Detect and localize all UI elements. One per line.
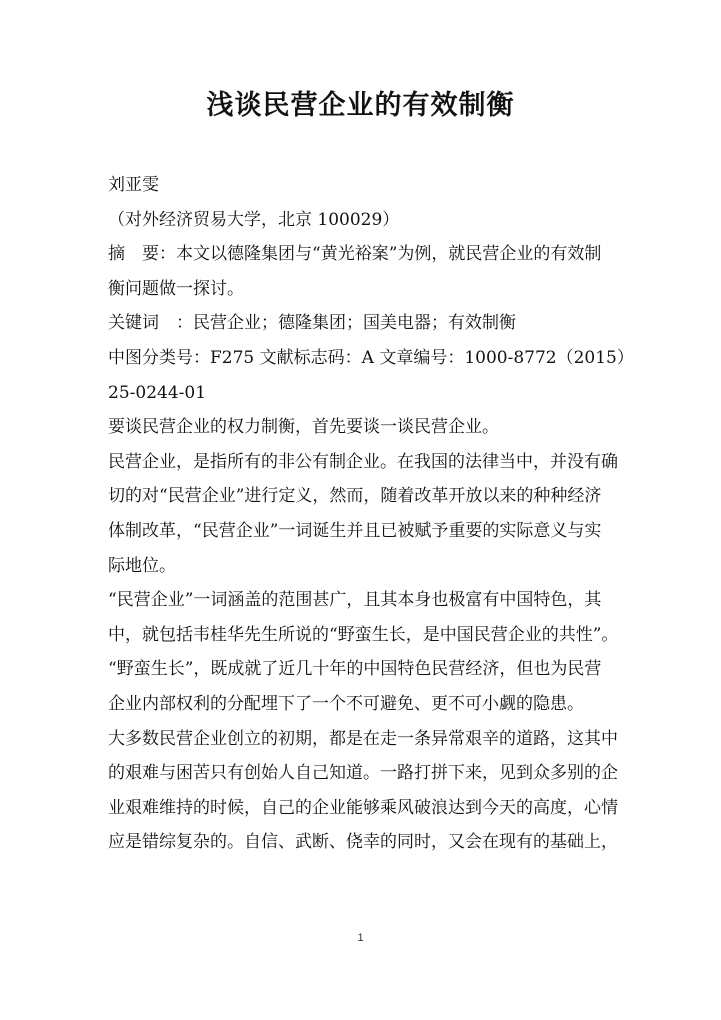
paragraph-line: 的艰难与困苦只有创始人自己知道。一路打拼下来，见到众多别的企: [108, 763, 618, 784]
paragraph-line: 企业内部权利的分配埋下了一个不可避免、更不可小觑的隐患。: [108, 693, 584, 714]
page-number: 1: [357, 932, 364, 944]
abstract-line-1: 摘 要：本文以德隆集团与“黄光裕案”为例，就民营企业的有效制: [108, 244, 602, 265]
document-body: [108, 168, 634, 860]
paragraph-line: 际地位。: [108, 555, 176, 576]
author-name: 刘亚雯: [108, 175, 159, 195]
paragraph-line: 要谈民营企业的权力制衡，首先要谈一谈民营企业。: [108, 417, 499, 438]
paragraph-line: 切的对“民营企业”进行定义，然而，随着改革开放以来的种种经济: [108, 486, 602, 507]
paragraph-line: 体制改革，“民营企业”一词诞生并且已被赋予重要的实际意义与实: [108, 520, 602, 541]
paragraph-line: 民营企业，是指所有的非公有制企业。在我国的法律当中，并没有确: [108, 451, 618, 472]
author-affiliation: （对外经济贸易大学，北京 100029）: [108, 209, 400, 230]
paragraph-line: 业艰难维持的时候，自己的企业能够乘风破浪达到今天的高度，心情: [108, 797, 618, 818]
paragraph-line: “野蛮生长”，既成就了近几十年的中国特色民营经济，但也为民营: [108, 659, 602, 680]
abstract-line-2: 衡问题做一探讨。: [108, 278, 244, 299]
paragraph-line: 大多数民营企业创立的初期，都是在走一条异常艰辛的道路，这其中: [108, 728, 618, 749]
paragraph-line: 中，就包括韦桂华先生所说的“野蛮生长，是中国民营企业的共性”。: [108, 624, 619, 645]
classification-line-2: 25-0244-01: [108, 382, 207, 403]
paragraph-line: “民营企业”一词涵盖的范围甚广，且其本身也极富有中国特色，其: [108, 590, 602, 611]
document-title: 浅谈民营企业的有效制衡: [206, 90, 515, 121]
paragraph-line: 应是错综复杂的。自信、武断、侥幸的同时，又会在现有的基础上，: [108, 832, 618, 853]
keywords-line: 关键词 ：民营企业；德隆集团；国美电器；有效制衡: [108, 313, 516, 334]
classification-line-1: 中图分类号：F275 文献标志码：A 文章编号：1000-8772（2015）: [108, 347, 634, 368]
